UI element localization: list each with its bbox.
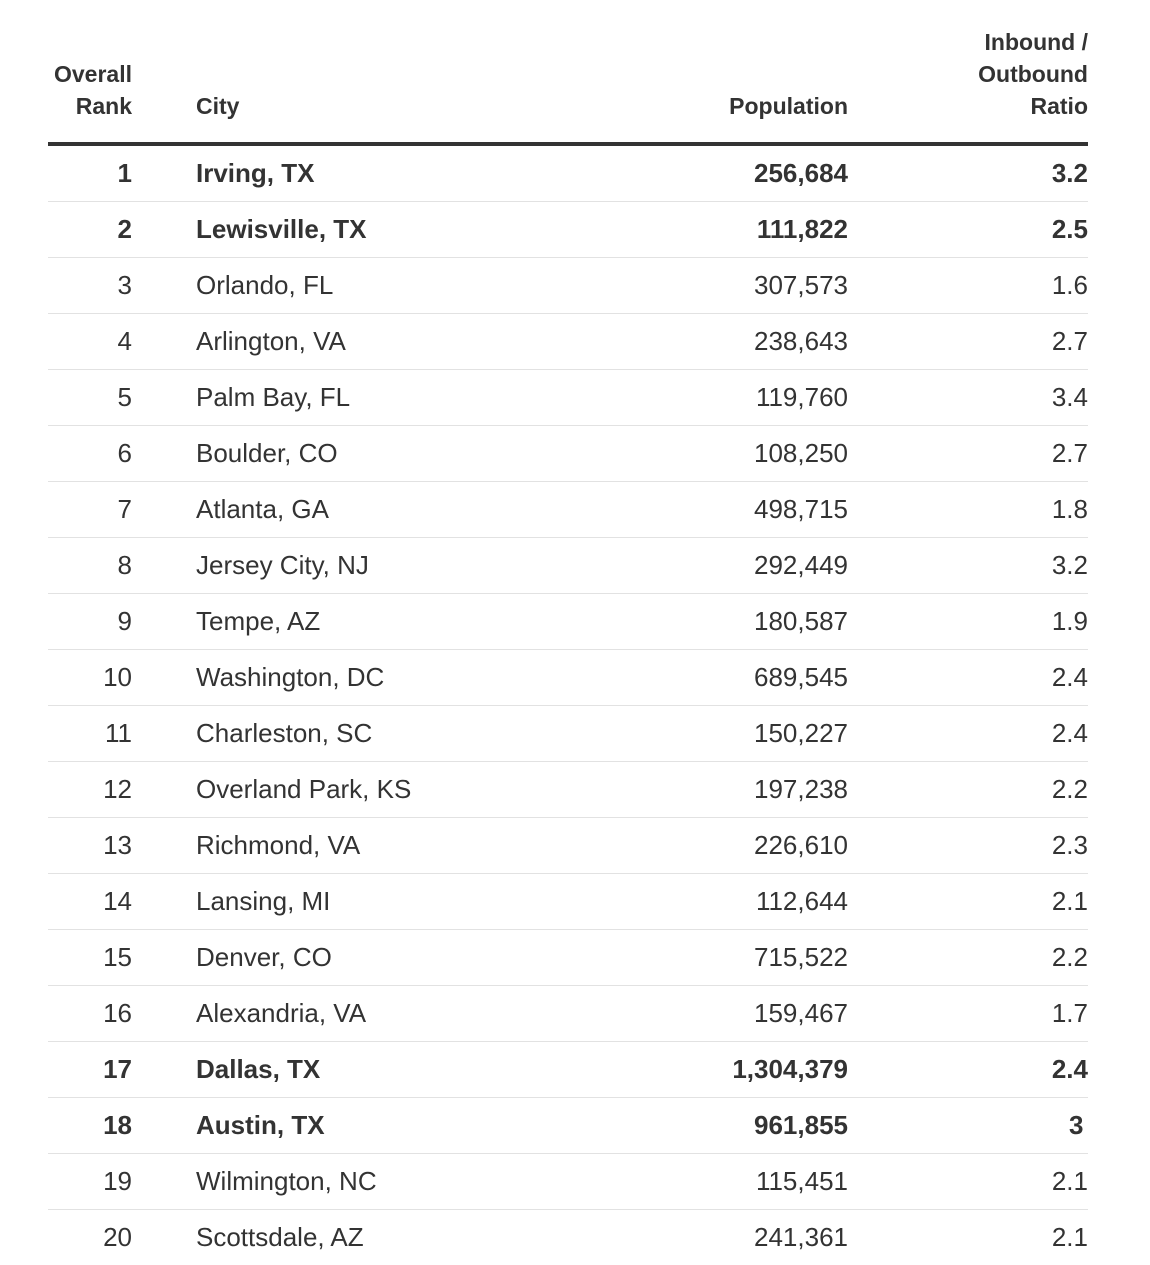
cell-city: Denver, CO (132, 930, 562, 986)
cell-ratio: 2.5 (848, 202, 1088, 258)
cell-city: Boulder, CO (132, 426, 562, 482)
table-row (48, 314, 1088, 370)
table-body (48, 144, 1088, 1265)
cell-rank: 4 (48, 314, 132, 370)
header-city-line-1: City (196, 90, 562, 122)
cell-ratio: 2.1 (848, 1154, 1088, 1210)
table-row (48, 594, 1088, 650)
header-row (48, 0, 1088, 144)
header-ratio-line-3: Ratio (848, 90, 1088, 122)
cell-ratio: 2.7 (848, 314, 1088, 370)
cell-population: 1,304,379 (562, 1042, 848, 1098)
table-row (48, 762, 1088, 818)
cell-city: Orlando, FL (132, 258, 562, 314)
ranking-table (48, 0, 1088, 1265)
cell-ratio: 1.8 (848, 482, 1088, 538)
cell-ratio: 2.7 (848, 426, 1088, 482)
cell-ratio: 2.3 (848, 818, 1088, 874)
cell-ratio: 1.6 (848, 258, 1088, 314)
header-rank-line-2: Rank (48, 90, 132, 122)
cell-ratio: 1.7 (848, 986, 1088, 1042)
table-row (48, 874, 1088, 930)
cell-city: Jersey City, NJ (132, 538, 562, 594)
cell-rank: 3 (48, 258, 132, 314)
cell-rank: 19 (48, 1154, 132, 1210)
cell-ratio: 3.2 (848, 144, 1088, 202)
cell-city: Richmond, VA (132, 818, 562, 874)
table-row (48, 986, 1088, 1042)
cell-city: Wilmington, NC (132, 1154, 562, 1210)
cell-rank: 17 (48, 1042, 132, 1098)
header-population-line-1: Population (562, 90, 848, 122)
cell-rank: 1 (48, 144, 132, 202)
cell-ratio: 3.2 (848, 538, 1088, 594)
cell-city: Irving, TX (132, 144, 562, 202)
header-ratio[interactable] (848, 0, 1088, 144)
cell-city: Overland Park, KS (132, 762, 562, 818)
cell-rank: 5 (48, 370, 132, 426)
cell-population: 180,587 (562, 594, 848, 650)
cell-city: Atlanta, GA (132, 482, 562, 538)
cell-rank: 9 (48, 594, 132, 650)
cell-ratio: 3.4 (848, 370, 1088, 426)
header-rank-line-1: Overall (48, 58, 132, 90)
cell-ratio: 2.4 (848, 1042, 1088, 1098)
cell-population: 498,715 (562, 482, 848, 538)
cell-city: Scottsdale, AZ (132, 1210, 562, 1265)
header-ratio-line-2: Outbound (848, 58, 1088, 90)
header-ratio-line-1: Inbound / (848, 26, 1088, 58)
cell-city: Alexandria, VA (132, 986, 562, 1042)
cell-ratio: 2.2 (848, 762, 1088, 818)
header-population[interactable] (562, 0, 848, 144)
table-row (48, 426, 1088, 482)
cell-rank: 20 (48, 1210, 132, 1265)
table-row (48, 538, 1088, 594)
table-row (48, 370, 1088, 426)
cell-city: Lansing, MI (132, 874, 562, 930)
header-overall-rank[interactable] (48, 0, 132, 144)
cell-population: 238,643 (562, 314, 848, 370)
cell-population: 226,610 (562, 818, 848, 874)
cell-population: 150,227 (562, 706, 848, 762)
cell-population: 961,855 (562, 1098, 848, 1154)
cell-population: 715,522 (562, 930, 848, 986)
cell-population: 256,684 (562, 144, 848, 202)
cell-rank: 13 (48, 818, 132, 874)
table-row (48, 1098, 1088, 1154)
table-row (48, 818, 1088, 874)
cell-rank: 10 (48, 650, 132, 706)
cell-rank: 16 (48, 986, 132, 1042)
table-row (48, 202, 1088, 258)
cell-population: 112,644 (562, 874, 848, 930)
cell-city: Dallas, TX (132, 1042, 562, 1098)
table-row (48, 144, 1088, 202)
table-row (48, 482, 1088, 538)
cell-population: 111,822 (562, 202, 848, 258)
cell-ratio: 3 (848, 1098, 1088, 1154)
cell-city: Palm Bay, FL (132, 370, 562, 426)
cell-city: Austin, TX (132, 1098, 562, 1154)
cell-rank: 2 (48, 202, 132, 258)
cell-rank: 12 (48, 762, 132, 818)
cell-rank: 14 (48, 874, 132, 930)
cell-ratio: 2.1 (848, 1210, 1088, 1265)
cell-population: 197,238 (562, 762, 848, 818)
table-row (48, 1042, 1088, 1098)
cell-city: Tempe, AZ (132, 594, 562, 650)
cell-population: 292,449 (562, 538, 848, 594)
cell-city: Washington, DC (132, 650, 562, 706)
cell-ratio: 2.1 (848, 874, 1088, 930)
cell-rank: 11 (48, 706, 132, 762)
cell-city: Charleston, SC (132, 706, 562, 762)
table-row (48, 930, 1088, 986)
table-row (48, 1154, 1088, 1210)
table-row (48, 258, 1088, 314)
cell-population: 115,451 (562, 1154, 848, 1210)
cell-ratio: 2.4 (848, 650, 1088, 706)
cell-rank: 15 (48, 930, 132, 986)
cell-rank: 18 (48, 1098, 132, 1154)
ranking-table-container (48, 0, 1088, 1265)
cell-population: 241,361 (562, 1210, 848, 1265)
header-city[interactable] (132, 0, 562, 144)
table-row (48, 1210, 1088, 1265)
cell-population: 119,760 (562, 370, 848, 426)
cell-population: 108,250 (562, 426, 848, 482)
cell-rank: 6 (48, 426, 132, 482)
cell-city: Lewisville, TX (132, 202, 562, 258)
table-row (48, 706, 1088, 762)
table-header (48, 0, 1088, 144)
cell-ratio: 2.4 (848, 706, 1088, 762)
cell-rank: 8 (48, 538, 132, 594)
table-row (48, 650, 1088, 706)
cell-population: 689,545 (562, 650, 848, 706)
cell-rank: 7 (48, 482, 132, 538)
cell-population: 159,467 (562, 986, 848, 1042)
cell-population: 307,573 (562, 258, 848, 314)
cell-ratio: 1.9 (848, 594, 1088, 650)
cell-ratio: 2.2 (848, 930, 1088, 986)
cell-city: Arlington, VA (132, 314, 562, 370)
